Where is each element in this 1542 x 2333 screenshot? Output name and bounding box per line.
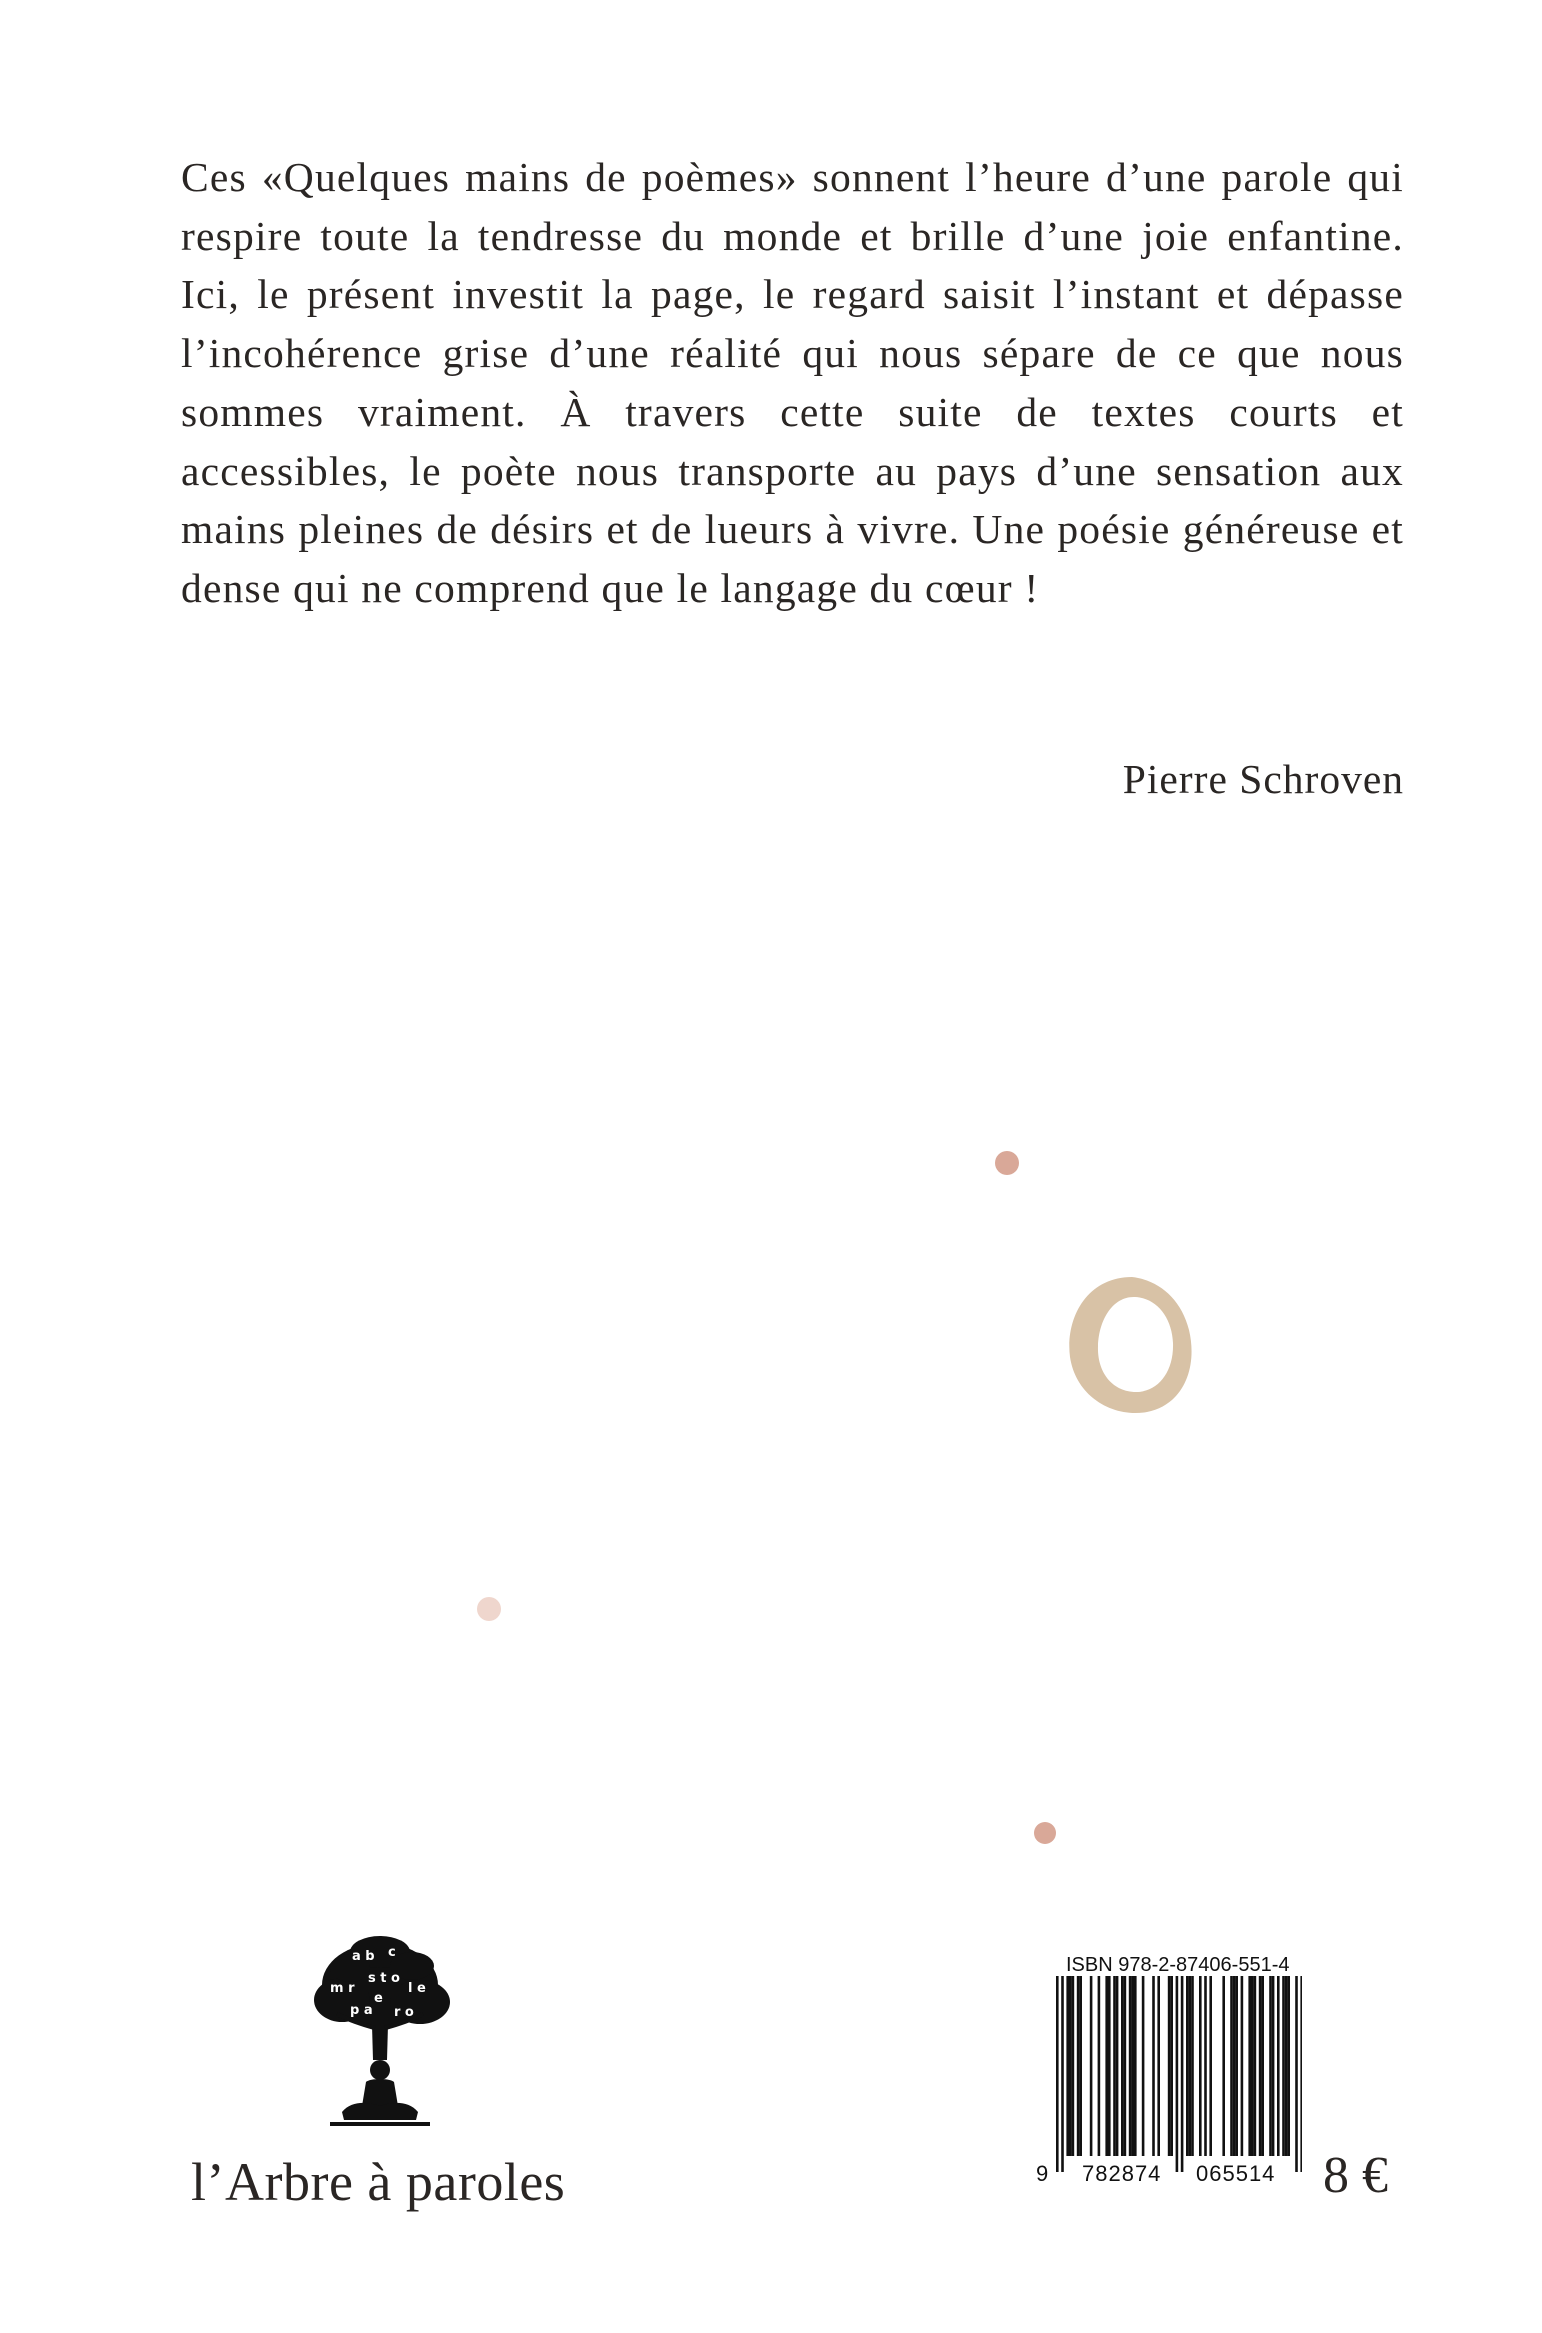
decor-ring — [1069, 1277, 1191, 1413]
barcode-bar — [1285, 1976, 1288, 2156]
blurb-author: Pierre Schroven — [1122, 756, 1404, 802]
barcode-bar — [1108, 1976, 1111, 2156]
back-cover-blurb: Ces «Quelques mains de poèmes» sonnent l’heure d’une parole qui respire toute la tendresse du monde et brille d’une joie enfantine. Ici, le présent investit la page, le regard saisit l’instant et dépasse l’incohérence grise d’une réalité qui nous sépare de ce que nous sommes vraiment. À travers cette suite de textes courts et accessibles, le poète nous transporte au pays d’une sensation aux mains pleines de désirs et de lueurs à vivre. Une poésie généreuse et dense qui ne comprend que le langage du cœur ! — [181, 154, 1404, 611]
barcode-bar — [1230, 1976, 1233, 2156]
barcode-bar — [1254, 1976, 1257, 2156]
barcode-bar — [1129, 1976, 1132, 2156]
barcode-bar — [1277, 1976, 1280, 2156]
barcode-bar — [1199, 1976, 1202, 2156]
barcode-bar — [1061, 1976, 1064, 2172]
barcode-bar — [1233, 1976, 1236, 2156]
svg-text:e: e — [374, 1991, 383, 2006]
barcode-bar — [1134, 1976, 1137, 2156]
barcode-bar — [1287, 1976, 1290, 2156]
barcode-bar — [1189, 1976, 1192, 2156]
barcode-bar — [1191, 1976, 1194, 2156]
barcode-bar — [1116, 1976, 1119, 2156]
svg-text:m r: m r — [330, 1981, 355, 1996]
barcode-bar — [1170, 1976, 1173, 2156]
barcode-bar — [1261, 1976, 1264, 2156]
publisher-name: l’Arbre à paroles — [191, 2152, 566, 2212]
barcode-bar — [1300, 1976, 1302, 2172]
barcode-bar — [1157, 1976, 1160, 2156]
svg-text:a b: a b — [352, 1949, 375, 1964]
price-label: 8 € — [1323, 2147, 1388, 2204]
barcode-bar — [1251, 1976, 1254, 2156]
barcode-bar — [1176, 1976, 1179, 2172]
barcode-bar — [1079, 1976, 1082, 2156]
barcode-bar — [1072, 1976, 1075, 2156]
barcode-bar — [1248, 1976, 1251, 2156]
isbn-label: ISBN 978-2-87406-551-4 — [1066, 1954, 1290, 1976]
barcode-bar — [1131, 1976, 1134, 2156]
barcode-bar — [1152, 1976, 1155, 2156]
barcode-bar — [1204, 1976, 1207, 2156]
barcode-bar — [1181, 1976, 1184, 2172]
svg-text:p a: p a — [350, 2003, 373, 2018]
tree-of-words-with-seated-figure-icon — [290, 1930, 470, 2130]
barcode-bar — [1272, 1976, 1275, 2156]
barcode-bar — [1090, 1976, 1093, 2156]
barcode-bar — [1282, 1976, 1285, 2156]
barcode-digit-first: 9 — [1036, 2161, 1049, 2186]
barcode-bars — [1056, 1976, 1302, 2172]
barcode-bar — [1168, 1976, 1171, 2156]
svg-text:s t o: s t o — [368, 1971, 400, 1986]
barcode-bar — [1113, 1976, 1116, 2156]
barcode-bar — [1098, 1976, 1101, 2156]
svg-text:c: c — [388, 1945, 396, 1960]
barcode-bar — [1124, 1976, 1127, 2156]
barcode-bar — [1077, 1976, 1080, 2156]
barcode-bar — [1209, 1976, 1212, 2156]
barcode-bar — [1066, 1976, 1069, 2156]
svg-text:r o: r o — [394, 2005, 414, 2020]
barcode-digits-right: 065514 — [1196, 2161, 1276, 2186]
decor-dot-left — [477, 1597, 501, 1621]
barcode-bar — [1069, 1976, 1072, 2156]
barcode-bar — [1142, 1976, 1145, 2156]
barcode-bar — [1259, 1976, 1262, 2156]
barcode-bar — [1121, 1976, 1124, 2156]
decor-dot-upper — [995, 1151, 1019, 1175]
barcode-bar — [1235, 1976, 1238, 2156]
decor-dot-lower — [1034, 1822, 1056, 1844]
svg-text:l e: l e — [408, 1981, 426, 1996]
barcode-bar — [1295, 1976, 1298, 2172]
barcode-bar — [1241, 1976, 1244, 2156]
barcode-bar — [1222, 1976, 1225, 2156]
barcode-bar — [1105, 1976, 1108, 2156]
barcode-digits-left: 782874 — [1082, 2161, 1162, 2186]
barcode-bar — [1269, 1976, 1272, 2156]
barcode-bar — [1186, 1976, 1189, 2156]
barcode-bar — [1056, 1976, 1059, 2172]
isbn-barcode — [1030, 1976, 1302, 2186]
